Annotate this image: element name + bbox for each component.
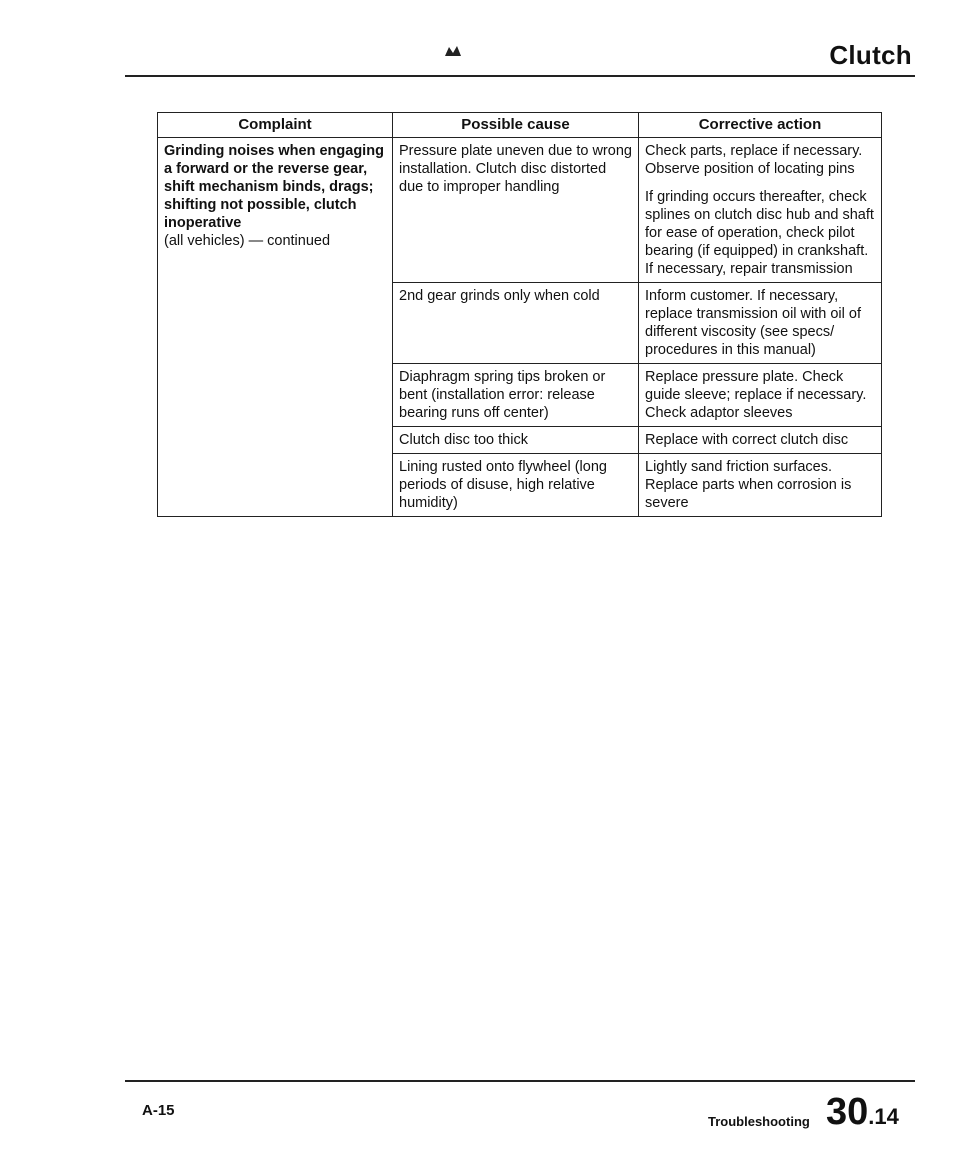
complaint-text: Grinding noises when engaging a forward or the reverse gear, shift mechanism binds, drags; shifting not possible, clutch inoperative [164, 143, 384, 231]
cause-cell [393, 427, 639, 454]
footer-divider [125, 1080, 915, 1082]
complaint-continuation: (all vehicles) — continued [164, 233, 331, 249]
section-number [826, 1092, 899, 1137]
action-cell [639, 138, 882, 283]
action-text: Lightly sand friction surfaces. Replace parts when corrosion is severe [645, 459, 852, 511]
cause-text: Pressure plate uneven due to wrong installation. Clutch disc distorted due to improper handling [399, 143, 632, 195]
column-header-corrective-action: Corrective action [639, 113, 882, 138]
page-title: Clutch [829, 40, 912, 70]
cause-cell [393, 283, 639, 364]
cause-text: Diaphragm spring tips broken or bent (installation error: release bearing runs off center) [399, 369, 606, 421]
column-header-possible-cause: Possible cause [393, 113, 639, 138]
action-text: Replace pressure plate. Check guide sleeve; replace if necessary. Check adaptor sleeves [645, 369, 867, 421]
action-cell [639, 364, 882, 427]
cause-cell [393, 364, 639, 427]
action-text: Inform customer. If necessary, replace transmission oil with oil of different viscosity (see specs/ procedures in this manual) [645, 288, 861, 358]
action-text: If grinding occurs thereafter, check splines on clutch disc hub and shaft for ease of operation, check pilot bearing (if equipped) in crankshaft. If necessary, repair transmission [645, 189, 874, 277]
action-cell [639, 454, 882, 517]
section-number-main: 30 [826, 1091, 869, 1133]
section-name: Troubleshooting [708, 1114, 810, 1129]
cause-text: 2nd gear grinds only when cold [399, 288, 600, 304]
action-cell [639, 283, 882, 364]
logo-icon [444, 44, 462, 58]
cause-text: Clutch disc too thick [399, 432, 528, 448]
cause-text: Lining rusted onto flywheel (long periods of disuse, high relative humidity) [399, 459, 607, 511]
action-cell [639, 427, 882, 454]
complaint-cell [158, 138, 393, 517]
cause-cell [393, 454, 639, 517]
cause-cell [393, 138, 639, 283]
action-text: Check parts, replace if necessary. Observe position of locating pins [645, 143, 863, 177]
page-label: A-15 [142, 1102, 175, 1119]
table-row [158, 138, 882, 283]
header-divider [125, 75, 915, 77]
section-number-sub: .14 [868, 1104, 899, 1129]
action-text: Replace with correct clutch disc [645, 432, 849, 448]
troubleshooting-table [157, 112, 882, 517]
table-header-row [158, 113, 882, 138]
column-header-complaint: Complaint [158, 113, 393, 138]
